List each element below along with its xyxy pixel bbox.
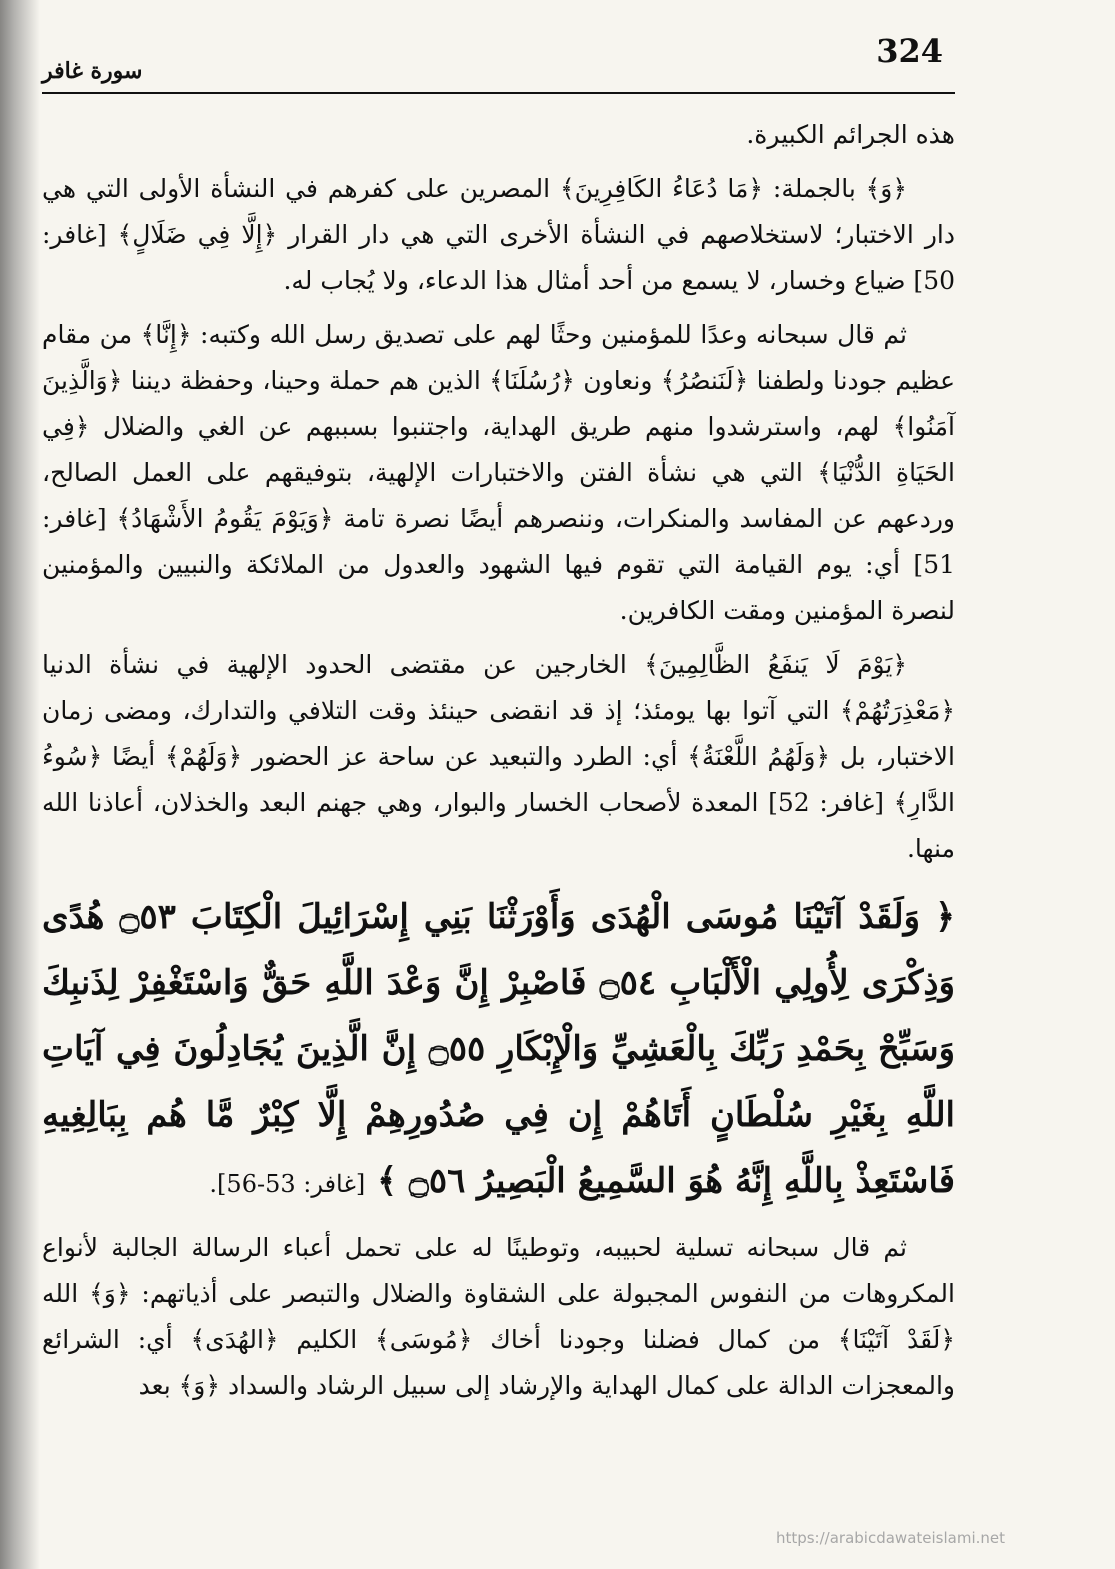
quran-verses: ﴿ وَلَقَدْ آتَيْنَا مُوسَى الْهُدَى وَأَوْرَثْنَا بَنِي إِسْرَائِيلَ الْكِتَابَ ۝٥٣ هُدًى وَذِكْرَى لِأُولِي الْأَلْبَابِ ۝٥٤ فَاصْبِرْ إِنَّ وَعْدَ اللَّهِ حَقٌّ وَاسْتَغْفِرْ لِذَنبِكَ وَسَبِّحْ بِحَمْدِ رَبِّكَ بِالْعَشِيِّ وَالْإِبْكَارِ ۝٥٥ إِنَّ الَّذِينَ يُجَادِلُونَ فِي آيَاتِ اللَّهِ بِغَيْرِ سُلْطَانٍ أَتَاهُمْ إِن فِي صُدُورِهِمْ إِلَّا كِبْرٌ مَّا هُم بِبَالِغِيهِ فَاسْتَعِذْ بِاللَّهِ إِنَّهُ هُوَ السَّمِيعُ الْبَصِيرُ ۝٥٦ ﴾ [42,897,955,1201]
binding-shadow [0,0,40,1569]
page-header [42,28,955,88]
paragraph: ثم قال سبحانه تسلية لحبيبه، وتوطينًا له على تحمل أعباء الرسالة الجالبة لأنواع المكروهات من النفوس المجبولة على الشقاوة والضلال والتبصر على أذياتهم: ﴿وَ﴾ الله ﴿لَقَدْ آتَيْنَا﴾ من كمال فضلنا وجودنا أخاك ﴿مُوسَى﴾ الكليم ﴿الهُدَى﴾ أي: الشرائع والمعجزات الدالة على كمال الهداية والإرشاد إلى سبيل الرشاد والسداد ﴿وَ﴾ بعد [42,1233,955,1400]
header-rule [42,92,955,94]
page-body [42,112,955,1417]
surah-title: سورة غافر [42,58,143,84]
paragraph: ثم قال سبحانه وعدًا للمؤمنين وحثًا لهم على تصديق رسل الله وكتبه: ﴿إِنَّا﴾ من مقام عظيم جودنا ولطفنا ﴿لَنَنصُرُ﴾ ونعاون ﴿رُسُلَنَا﴾ الذين هم حملة وحينا، وحفظة ديننا ﴿وَالَّذِينَ آمَنُوا﴾ لهم، واسترشدوا منهم طريق الهداية، واجتنبوا بسببهم عن الغي والضلال ﴿فِي الحَيَاةِ الدُّنْيَا﴾ التي هي نشأة الفتن والاختبارات الإلهية، بتوفيقهم على العمل الصالح، وردعهم عن المفاسد والمنكرات، وننصرهم أيضًا نصرة تامة ﴿وَيَوْمَ يَقُومُ الأَشْهَادُ﴾ [غافر: 51] أي: يوم القيامة التي تقوم فيها الشهود والعدول من الملائكة والنبيين والمؤمنين لنصرة المؤمنين ومقت الكافرين. [42,320,955,625]
watermark: https://arabicdawateislami.net [775,1529,1005,1547]
paragraph: ﴿يَوْمَ لَا يَنفَعُ الظَّالِمِينَ﴾ الخارجين عن مقتضى الحدود الإلهية في نشأة الدنيا ﴿مَعْذِرَتُهُمْ﴾ التي آتوا بها يومئذ؛ إذ قد انقضى حينئذ وقت التلافي والتدارك، ومضى زمان الاختبار، بل ﴿وَلَهُمُ اللَّعْنَةُ﴾ أي: الطرد والتبعيد عن ساحة عز الحضور ﴿وَلَهُمْ﴾ أيضًا ﴿سُوءُ الدَّارِ﴾ [غافر: 52] المعدة لأصحاب الخسار والبوار، وهي جهنم البعد والخذلان، أعاذنا الله منها. [42,650,955,863]
paragraph: ﴿وَ﴾ بالجملة: ﴿مَا دُعَاءُ الكَافِرِينَ﴾ المصرين على كفرهم في النشأة الأولى التي هي دار الاختبار؛ لاستخلاصهم في النشأة الأخرى التي هي دار القرار ﴿إِلَّا فِي ضَلَالٍ﴾ [غافر: 50] ضياع وخسار، لا يسمع من أحد أمثال هذا الدعاء، ولا يُجاب له. [42,174,955,295]
quran-verses-block [42,884,955,1217]
verse-reference: [غافر: 53-56]. [209,1170,366,1198]
page-number: 324 [876,32,943,70]
paragraph: هذه الجرائم الكبيرة. [746,120,955,149]
